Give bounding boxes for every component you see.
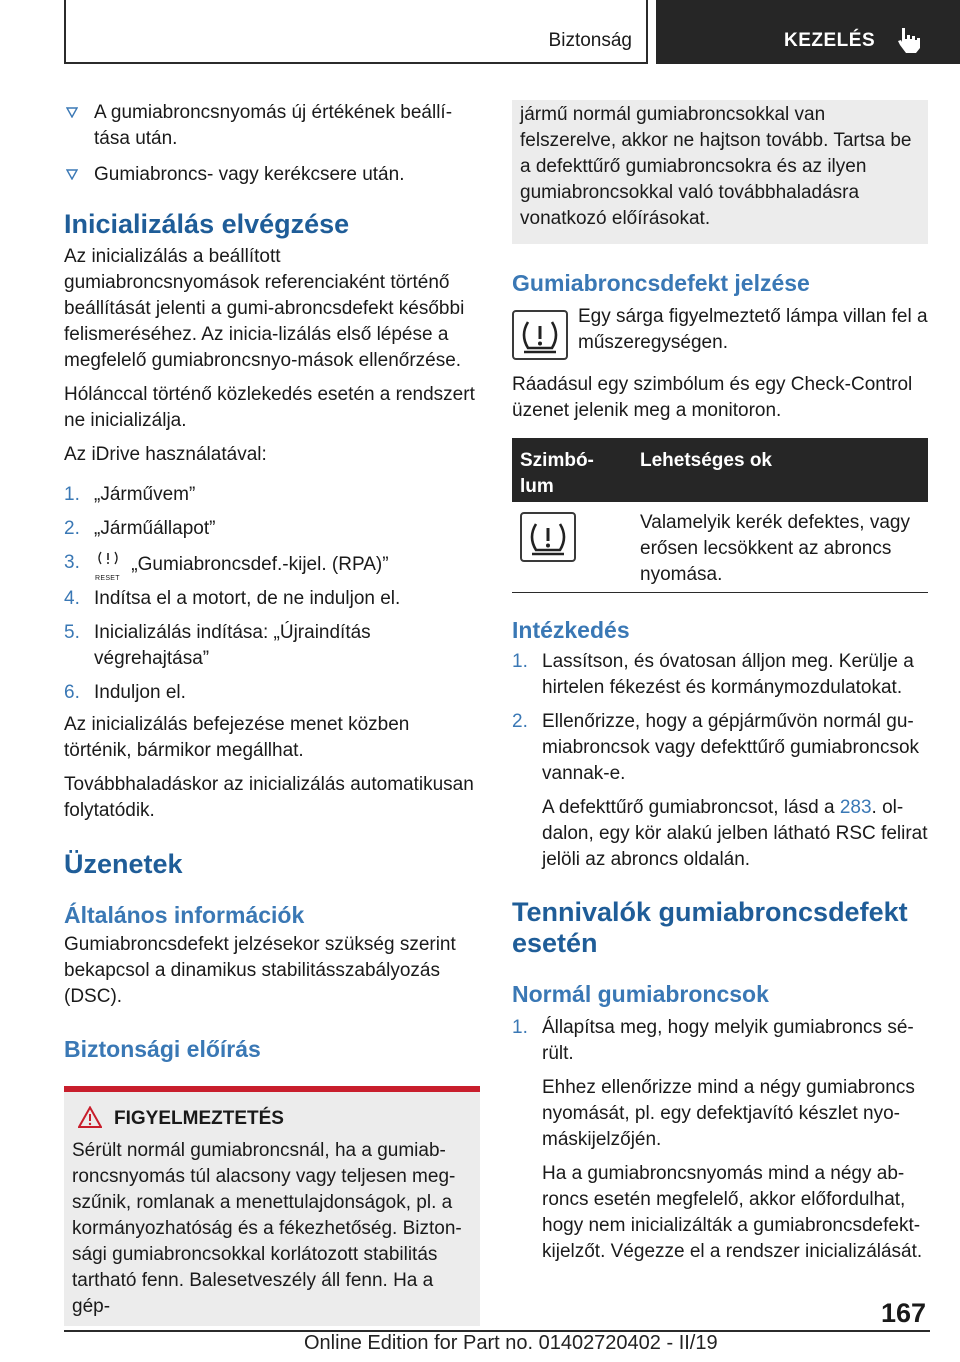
init-heading: Inicializálás elvégzése <box>64 209 350 239</box>
warning-box <box>64 1086 480 1326</box>
reset-label: RESET <box>95 575 120 582</box>
step-text: Induljon el. <box>94 682 186 703</box>
init-paragraph-3: Az iDrive használatával: <box>64 444 267 465</box>
list-item <box>64 620 480 672</box>
idrive-steps <box>64 482 480 706</box>
list-item <box>512 649 928 701</box>
action-steps <box>512 649 928 873</box>
step-number: 3. <box>64 552 80 573</box>
action-2-detail <box>512 795 928 873</box>
step-text: Inicializálás indítása: „Újraindítás végrehajtása” <box>94 622 371 669</box>
step-text: Állapítsa meg, hogy melyik gumiabroncs sé-rült. <box>542 1017 914 1064</box>
step-text: „Járművem” <box>94 484 196 505</box>
table-header-symbol: Szimbó-lum <box>520 450 594 497</box>
normal-tires-heading: Normál gumiabroncsok <box>512 981 769 1007</box>
left-column <box>64 100 480 1326</box>
table-row <box>512 502 928 593</box>
table-cell-cause: Valamelyik kerék defektes, vagy erősen lecsökkent az abroncs nyomása. <box>640 512 910 585</box>
warning-triangle-icon <box>78 1106 102 1128</box>
step-number: 2. <box>64 518 80 539</box>
list-item <box>64 162 480 188</box>
step-number: 1. <box>512 1017 528 1038</box>
right-column <box>512 100 928 1265</box>
list-item <box>512 1015 928 1067</box>
list-item <box>512 709 928 787</box>
step-text: „Gumiabroncsdef.-kijel. (RPA)” <box>131 554 389 575</box>
step-number: 2. <box>512 711 528 732</box>
init-paragraph-4: Az inicializálás befejezése menet közben történik, bármikor megállhat. <box>64 714 410 761</box>
warning-text: Sérült normál gumiabroncsnál, ha a gumiab-roncsnyomás túl alacsony vagy teljesen meg-szűnik, romlanak a menettulajdonságok, pl. a kormányozhatóság és a fékezhetőség. Bizton-sági gumiabroncsokkal korlátozott stabilitás tartható fenn. Balesetveszély áll fenn. Ha a gép- <box>72 1140 462 1317</box>
step-text: Indítsa el a motort, de ne induljon el. <box>94 588 401 609</box>
step-number: 6. <box>64 682 80 703</box>
safety-heading: Biztonsági előírás <box>64 1036 261 1062</box>
todo-paragraph-2: Ha a gumiabroncsnyomás mind a négy ab-roncs esetén megfelelő, akkor előfordulhat, hogy nem inicializálták a gumiabroncsdefekt-kijelzőt. Végezze el a rendszer inicializálását. <box>542 1163 923 1262</box>
tpms-warning-icon <box>512 310 568 360</box>
page-link-283[interactable]: 283 <box>839 797 872 818</box>
reset-tpms-icon <box>94 550 122 582</box>
step-text: Lassítson, és óvatosan álljon meg. Kerülje a hirtelen fékezést és kormánymozdulatokat. <box>542 651 914 698</box>
symbol-table <box>512 438 928 593</box>
table-header <box>512 438 928 502</box>
list-item <box>64 550 480 582</box>
list-item <box>64 100 480 152</box>
init-paragraph-2: Hólánccal történő közlekedés esetén a rendszert ne inicializálja. <box>64 384 475 431</box>
bullet-text: Gumiabroncs- vagy kerékcsere után. <box>94 164 405 185</box>
general-info-heading: Általános információk <box>64 902 305 928</box>
list-item <box>64 586 480 612</box>
table-header-cause: Lehetséges ok <box>640 450 772 471</box>
action-heading: Intézkedés <box>512 617 630 643</box>
footer-divider-right <box>864 1330 930 1332</box>
step-number: 1. <box>512 651 528 672</box>
defect-paragraph-2: Ráadásul egy szimbólum és egy Check-Control üzenet jelenik meg a monitoron. <box>512 374 913 421</box>
defect-heading: Gumiabroncsdefekt jelzése <box>512 270 810 296</box>
header-section-title: Biztonság <box>548 30 632 51</box>
footer-edition: Online Edition for Part no. 01402720402 - II/19 <box>304 1332 718 1354</box>
todo-paragraph-1: Ehhez ellenőrizze mind a négy gumiabroncs nyomását, pl. egy defektjavító készlet nyo-máskijelzőjén. <box>542 1077 915 1150</box>
step-number: 4. <box>64 588 80 609</box>
todo-heading: Tennivalók gumiabroncsdefekt esetén <box>512 897 908 958</box>
warning-title-text: FIGYELMEZTETÉS <box>114 1108 284 1129</box>
triangle-bullet-icon <box>66 107 78 118</box>
bullet-text: A gumiabroncsnyomás új értékének beállí-tása után. <box>94 102 453 149</box>
list-item <box>64 482 480 508</box>
action-2-detail-text-cont: . ol-dalon, egy kör alakú jelben látható RSC felirat jelöli az abroncs oldalán. <box>542 797 928 870</box>
defect-paragraph-1: Egy sárga figyelmeztető lámpa villan fel a műszeregységen. <box>578 306 928 353</box>
header-chapter-title: KEZELÉS <box>784 30 876 51</box>
page-number: 167 <box>880 1298 926 1328</box>
hand-pointer-icon <box>896 26 922 54</box>
general-info-paragraph: Gumiabroncsdefekt jelzésekor szükség szerint bekapcsol a dinamikus stabilitásszabályozás (DSC). <box>64 934 456 1007</box>
step-text: Ellenőrizze, hogy a gépjárművön normál gu-miabroncsok vagy defekttűrő gumiabroncsok vannak-e. <box>542 711 920 784</box>
init-paragraph-5: Továbbhaladáskor az inicializálás automatikusan folytatódik. <box>64 774 474 821</box>
warning-text-continued: jármű normál gumiabroncsokkal van felszerelve, akkor ne hajtson tovább. Tartsa be a defekttűrő gumiabroncsokra és az ilyen gumiabroncsokkal való továbbhaladásra vonatkozó előírásokat. <box>520 104 912 229</box>
messages-heading: Üzenetek <box>64 849 183 879</box>
header-section-box <box>64 0 648 64</box>
warning-title <box>72 1106 470 1132</box>
list-item <box>64 680 480 706</box>
list-item <box>64 516 480 542</box>
header-chapter-tab <box>656 0 960 64</box>
warning-box-continued <box>512 100 928 244</box>
triangle-bullet-icon <box>66 169 78 180</box>
action-2-detail-text: A defekttűrő gumiabroncsot, lásd a <box>542 797 840 818</box>
init-paragraph-1: Az inicializálás a beállított gumiabroncsnyomások referenciaként történő beállítását jelenti a gumi-abroncsdefekt későbbi felismeréséhez. Az inicia-lizálás első lépése a megfelelő gumiabroncsnyo-mások ellenőrzése. <box>64 246 465 371</box>
step-number: 5. <box>64 622 80 643</box>
tpms-warning-icon <box>520 512 576 562</box>
step-number: 1. <box>64 484 80 505</box>
step-text: „Járműállapot” <box>94 518 216 539</box>
